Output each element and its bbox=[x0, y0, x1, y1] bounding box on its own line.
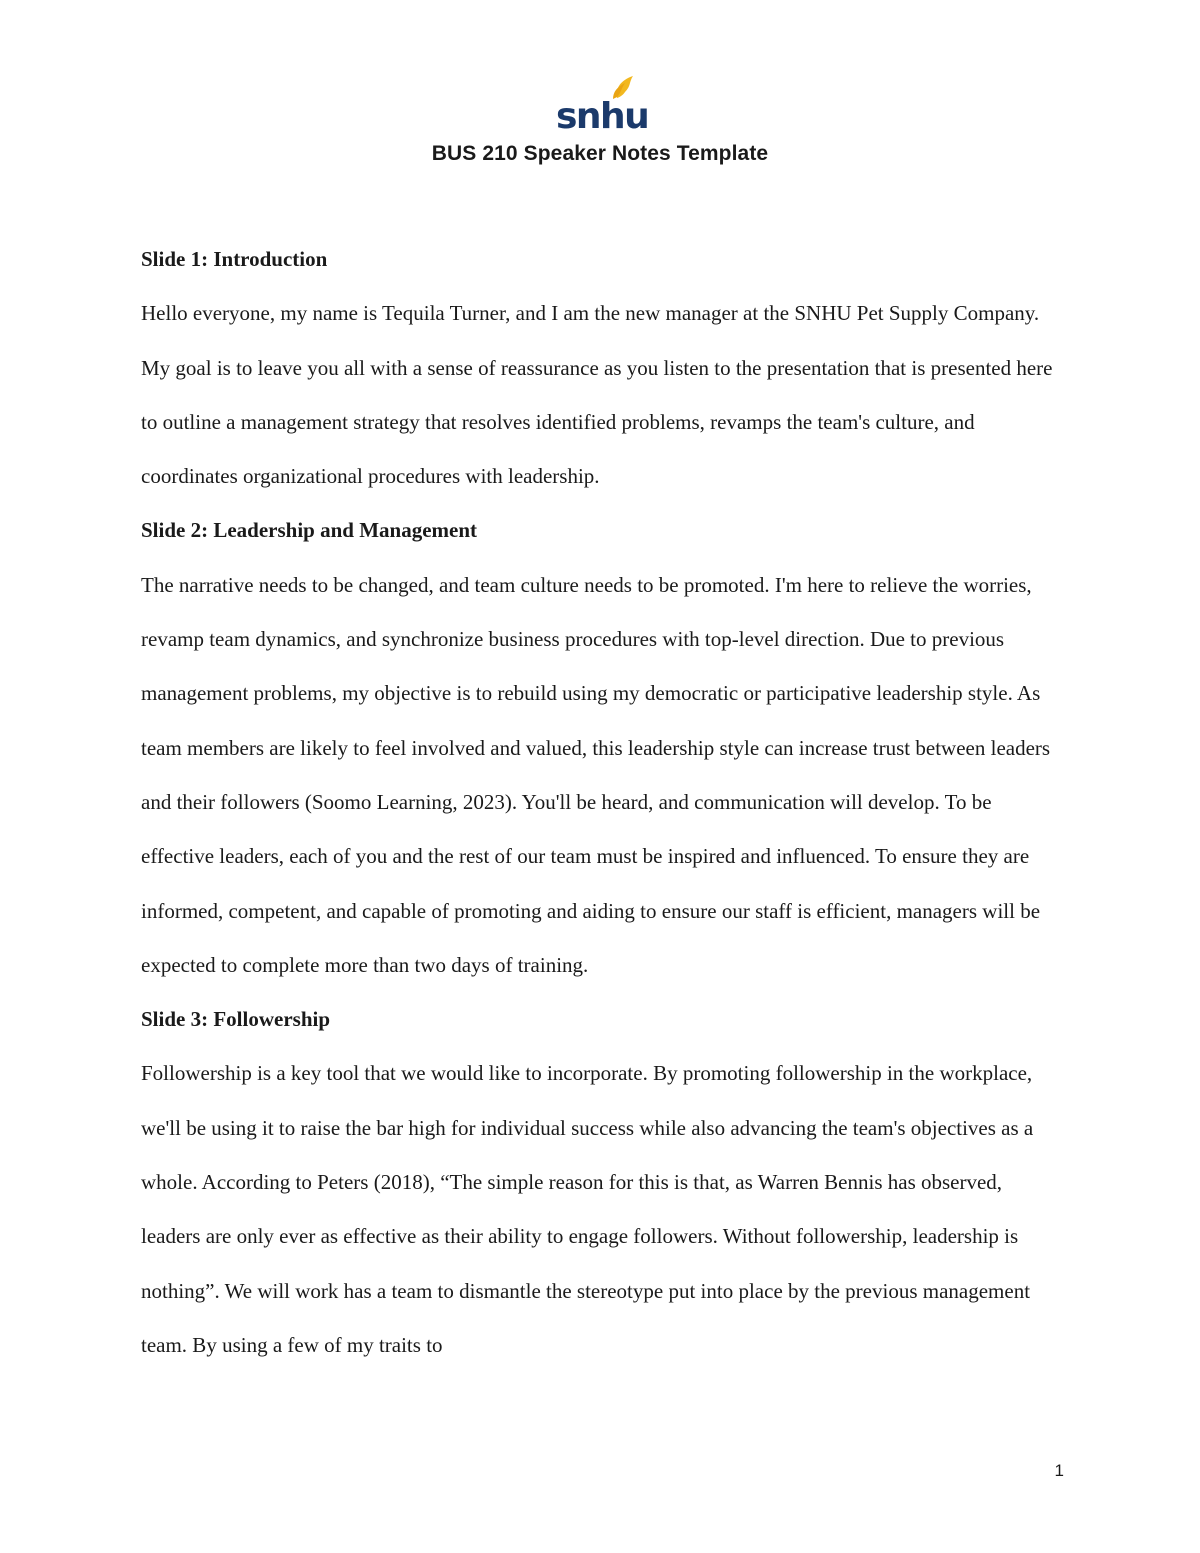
logo-wordmark: snhu bbox=[556, 96, 649, 137]
page-number: 1 bbox=[1054, 1461, 1064, 1480]
section-heading-slide-3: Slide 3: Followership bbox=[141, 1007, 331, 1032]
section-heading-slide-1: Slide 1: Introduction bbox=[141, 247, 328, 271]
section-body-slide-1: Hello everyone, my name is Tequila Turner, and I am the new manager at the SNHU Pet Supply Company. My goal is to leave you all with a sense of reassurance as you listen to the presentation that is presented here to outline a management strategy that resolves identified problems, revamps the team's culture, and coordinates organizational procedures with leadership. bbox=[141, 301, 1053, 489]
section-body-slide-2: The narrative needs to be changed, and team culture needs to be promoted. I'm here to relieve the worries, revamp team dynamics, and synchronize business procedures with top-level direction. Due to previous management problems, my objective is to rebuild using my democratic or participative leadership style. As team members are likely to feel involved and valued, this leadership style can increase trust between leaders and their followers (Soomo Learning, 2023). You'll be heard, and communication will develop. To be effective leaders, each of you and the rest of our team must be inspired and influenced. To ensure they are informed, competent, and capable of promoting and aiding to ensure our staff is efficient, managers will be expected to complete more than two days of training. bbox=[141, 572, 1051, 977]
section-heading-slide-2: Slide 2: Leadership and Management bbox=[141, 518, 478, 543]
flame-icon bbox=[555, 72, 649, 137]
section-body-slide-3: Followership is a key tool that we would like to incorporate. By promoting followership in the workplace, we'll be using it to raise the bar high for individual success while also advancing the team's objectives as a whole. According to Peters (2018), “The simple reason for this is that, as Warren Bennis has observed, leaders are only ever as effective as their ability to engage followers. Without followership, leadership is nothing”. We will work has a team to dismantle the stereotype put into place by the previous management team. By using a few of my traits to bbox=[141, 1061, 1034, 1357]
snhu-logo bbox=[555, 72, 649, 137]
document-title: BUS 210 Speaker Notes Template bbox=[431, 142, 769, 165]
document-body bbox=[141, 232, 1066, 1372]
